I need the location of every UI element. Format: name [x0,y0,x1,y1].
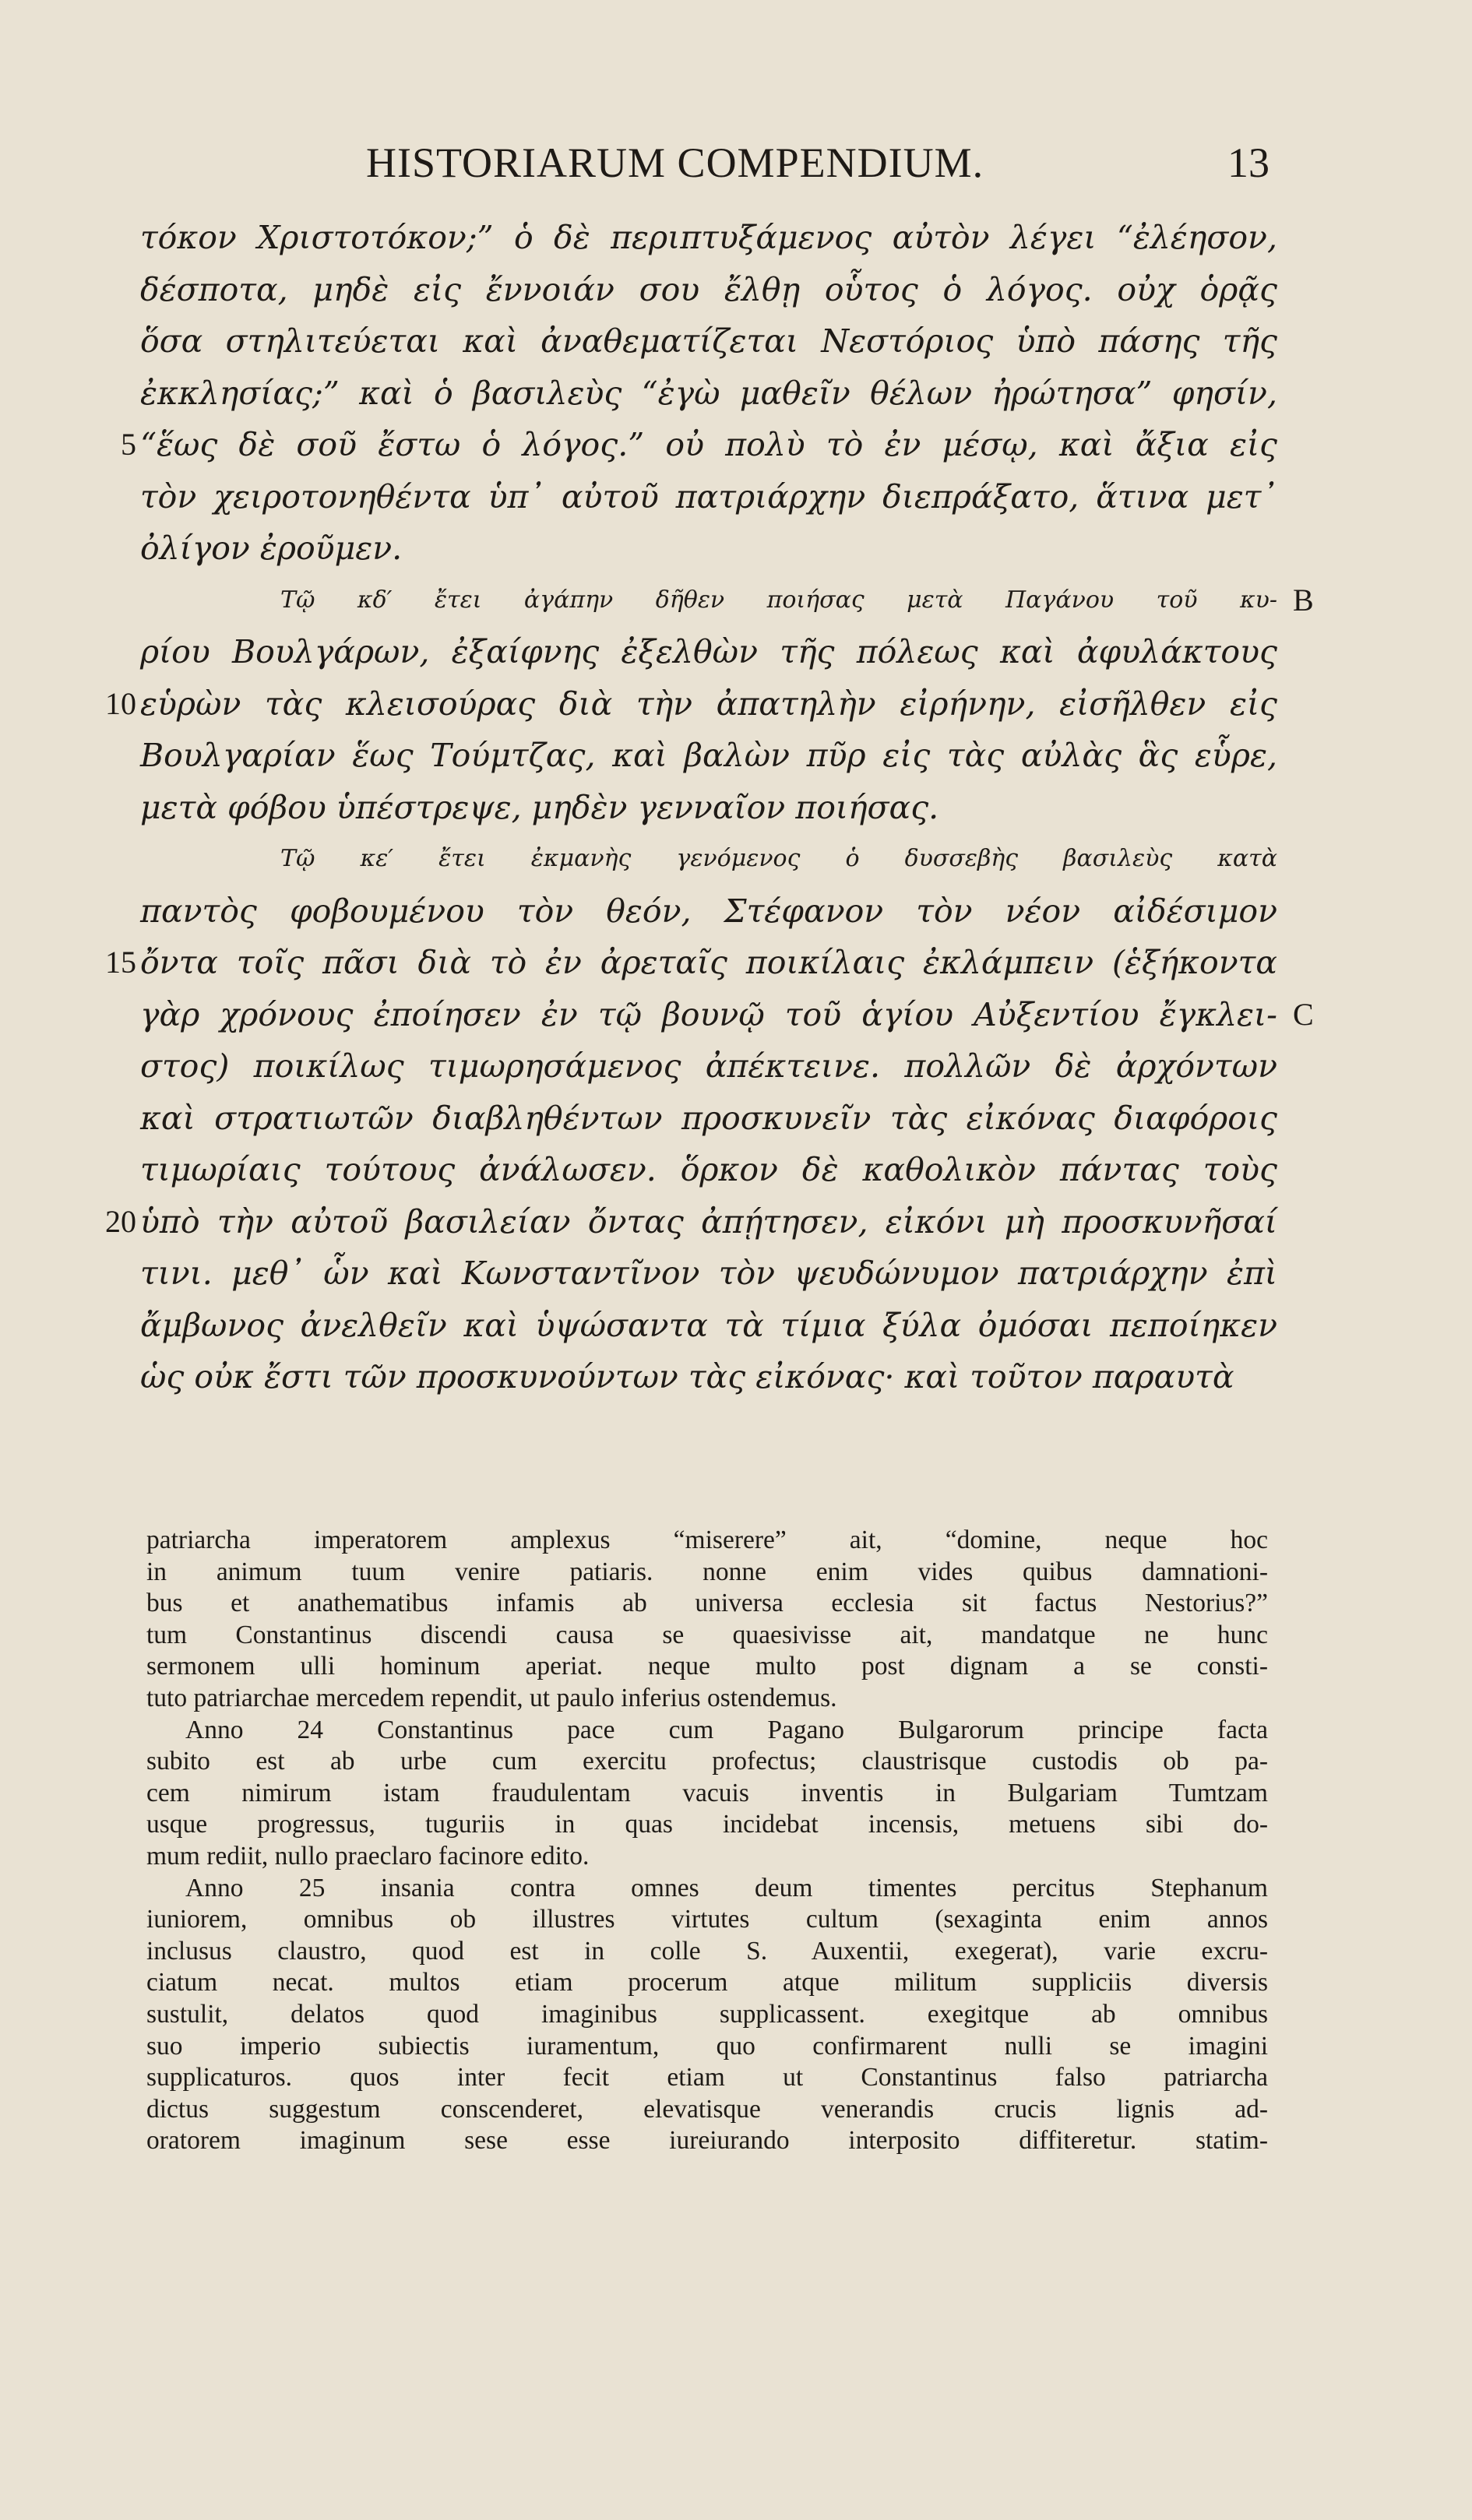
greek-line-text: ρίου Βουλγάρων, ἐξαίφνης ἐξελθὼν τῆς πόλεως καὶ ἀφυλάκτους [140,633,1277,670]
greek-line [140,1300,1277,1352]
latin-line: dictus suggestum conscenderet, elevatisque venerandis crucis lignis ad- [146,2094,1268,2124]
greek-line [105,678,1277,730]
greek-line [140,1040,1277,1093]
latin-line: oratorem imaginum sese esse iureiurando interposito diffiteretur. statim- [146,2126,1268,2156]
greek-line-text: ὡς οὐκ ἔστι τῶν προσκυνούντων τὰς εἰκόνας· καὶ τοῦτον παραυτὰ [140,1358,1234,1396]
latin-line: ciatum necat. multos etiam procerum atque militum suppliciis diversis [146,1968,1268,1997]
latin-line: Anno 24 Constantinus pace cum Pagano Bulgarorum principe facta [185,1715,1268,1744]
greek-line [140,1093,1277,1145]
margin-section-letter: B [1293,582,1314,618]
greek-line-text: τὸν χειροτονηθέντα ὑπ᾽ αὐτοῦ πατριάρχην διεπράξατο, ἅτινα μετ᾽ [140,477,1277,516]
greek-line [140,782,1277,834]
greek-text-block [105,212,1314,1403]
latin-line: tum Constantinus discendi causa se quaesivisse ait, mandatque ne hunc [146,1620,1268,1649]
greek-line-text: ἄμβωνος ἀνελθεῖν καὶ ὑψώσαντα τὰ τίμια ξύλα ὀμόσαι πεποίηκεν [140,1306,1277,1344]
greek-line [121,419,1277,471]
latin-line: inclusus claustro, quod est in colle S. Auxentii, exegerat), varie excru- [146,1936,1268,1966]
greek-line-text: δέσποτα, μηδὲ εἰς ἔννοιάν σου ἔλθῃ οὗτος ὁ λόγος. οὐχ ὁρᾷς [140,270,1277,308]
greek-line [140,523,1277,575]
greek-line-text: ὅσα στηλιτεύεται καὶ ἀναθεματίζεται Νεστόριος ὑπὸ πάσης τῆς [140,322,1277,360]
latin-line: iuniorem, omnibus ob illustres virtutes cultum (sexaginta enim annos [146,1905,1268,1934]
line-number: 5 [121,427,136,462]
latin-line: usque progressus, tuguriis in quas incidebat incensis, metuens sibi do- [146,1810,1268,1839]
greek-line [140,730,1277,782]
latin-line: tuto patriarchae mercedem rependit, ut paulo inferius ostendemus. [146,1683,837,1712]
greek-line [105,937,1277,989]
greek-line [140,471,1277,523]
greek-line-text: εὑρὼν τὰς κλεισούρας διὰ τὴν ἀπατηλὴν εἰρήνην, εἰσῆλθεν εἰς [140,685,1277,723]
greek-line-text: μετὰ φόβου ὑπέστρεψε, μηδὲν γενναῖον ποιήσας. [140,788,939,826]
greek-line-text: ὑπὸ τὴν αὐτοῦ βασιλείαν ὄντας ἀπῄτησεν, εἰκόνι μὴ προσκυνῆσαί [140,1202,1277,1241]
latin-line: bus et anathematibus infamis ab universa ecclesia sit factus Nestorius?” [146,1589,1268,1618]
greek-line-text: ἐκκλησίας;” καὶ ὁ βασιλεὺς “ἐγὼ μαθεῖν θέλων ἠρώτησα” φησίν, [140,374,1277,412]
greek-line [140,315,1277,368]
line-number: 10 [105,685,136,721]
greek-line-text: στος) ποικίλως τιμωρησάμενος ἀπέκτεινε. πολλῶν δὲ ἀρχόντων [140,1047,1277,1085]
latin-line: sustulit, delatos quod imaginibus supplicassent. exegitque ab omnibus [146,1999,1268,2029]
line-number: 15 [105,945,136,980]
latin-line: in animum tuum venire patiaris. nonne enim vides quibus damnationi- [146,1557,1268,1586]
greek-line-text: ὀλίγον ἐροῦμεν. [140,530,403,567]
greek-line [140,212,1277,264]
greek-line-text: Τῷ κε′ ἔτει ἐκμανὴς γενόμενος ὁ δυσσεβὴς βασιλεὺς κατὰ [280,845,1277,872]
line-number: 20 [105,1203,136,1239]
latin-line: Anno 25 insania contra omnes deum timentes percitus Stephanum [185,1873,1268,1902]
greek-line [140,368,1277,420]
greek-line-text: τιμωρίαις τούτους ἀνάλωσεν. ὅρκον δὲ καθολικὸν πάντας τοὺς [140,1151,1277,1188]
greek-line [140,264,1277,316]
latin-line: mum rediit, nullo praeclaro facinore edito. [146,1841,590,1871]
greek-line [140,1144,1277,1196]
greek-line [140,989,1314,1041]
greek-line-text: Βουλγαρίαν ἕως Τούμτζας, καὶ βαλὼν πῦρ εἰς τὰς αὐλὰς ἃς εὗρε, [140,737,1277,774]
latin-line: subito est ab urbe cum exercitu profectus; claustrisque custodis ob pa- [146,1747,1268,1776]
page-header [366,139,1270,193]
greek-line [140,626,1277,678]
running-title: HISTORIARUM COMPENDIUM. [366,139,984,186]
greek-line-text: ὄντα τοῖς πᾶσι διὰ τὸ ἐν ἀρεταῖς ποικίλαις ἐκλάμπειν (ἑξήκοντα [140,944,1277,981]
greek-line [140,833,1277,885]
greek-line [105,1196,1277,1248]
latin-translation-block [146,1525,1268,2157]
latin-line: supplicaturos. quos inter fecit etiam ut Constantinus falso patriarcha [146,2063,1268,2092]
latin-line: patriarcha imperatorem amplexus “miserere” ait, “domine, neque hoc [146,1526,1268,1554]
greek-line-text: καὶ στρατιωτῶν διαβληθέντων προσκυνεῖν τὰς εἰκόνας διαφόροις [140,1099,1277,1137]
greek-line-text: τινι. μεθ᾽ ὧν καὶ Κωνσταντῖνον τὸν ψευδώνυμον πατριάρχην ἐπὶ [140,1255,1277,1292]
greek-line-text: Τῷ κδ′ ἔτει ἀγάπην δῆθεν ποιήσας μετὰ Παγάνου τοῦ κυ- [280,586,1277,614]
greek-line-text: γὰρ χρόνους ἐποίησεν ἐν τῷ βουνῷ τοῦ ἁγίου Αὐξεντίου ἔγκλει- [140,995,1277,1033]
greek-line [140,1248,1277,1300]
latin-line: sermonem ulli hominum aperiat. neque multo post dignam a se consti- [146,1652,1268,1681]
page-number: 13 [1227,139,1270,186]
greek-line [140,1351,1277,1403]
greek-line-text: παντὸς φοβουμένου τὸν θεόν, Στέφανον τὸν νέον αἰδέσιμον [140,892,1277,930]
greek-line [140,885,1277,938]
greek-line-text: “ἕως δὲ σοῦ ἔστω ὁ λόγος.” οὐ πολὺ τὸ ἐν μέσῳ, καὶ ἄξια εἰς [140,426,1277,463]
margin-section-letter: C [1293,996,1314,1032]
latin-line: suo imperio subiectis iuramentum, quo confirmarent nulli se imagini [146,2031,1268,2061]
latin-line: cem nimirum istam fraudulentam vacuis inventis in Bulgariam Tumtzam [146,1778,1268,1807]
greek-line [140,575,1314,627]
greek-line-text: τόκον Χριστοτόκον;” ὁ δὲ περιπτυξάμενος αὐτὸν λέγει “ἐλέησον, [140,219,1277,256]
